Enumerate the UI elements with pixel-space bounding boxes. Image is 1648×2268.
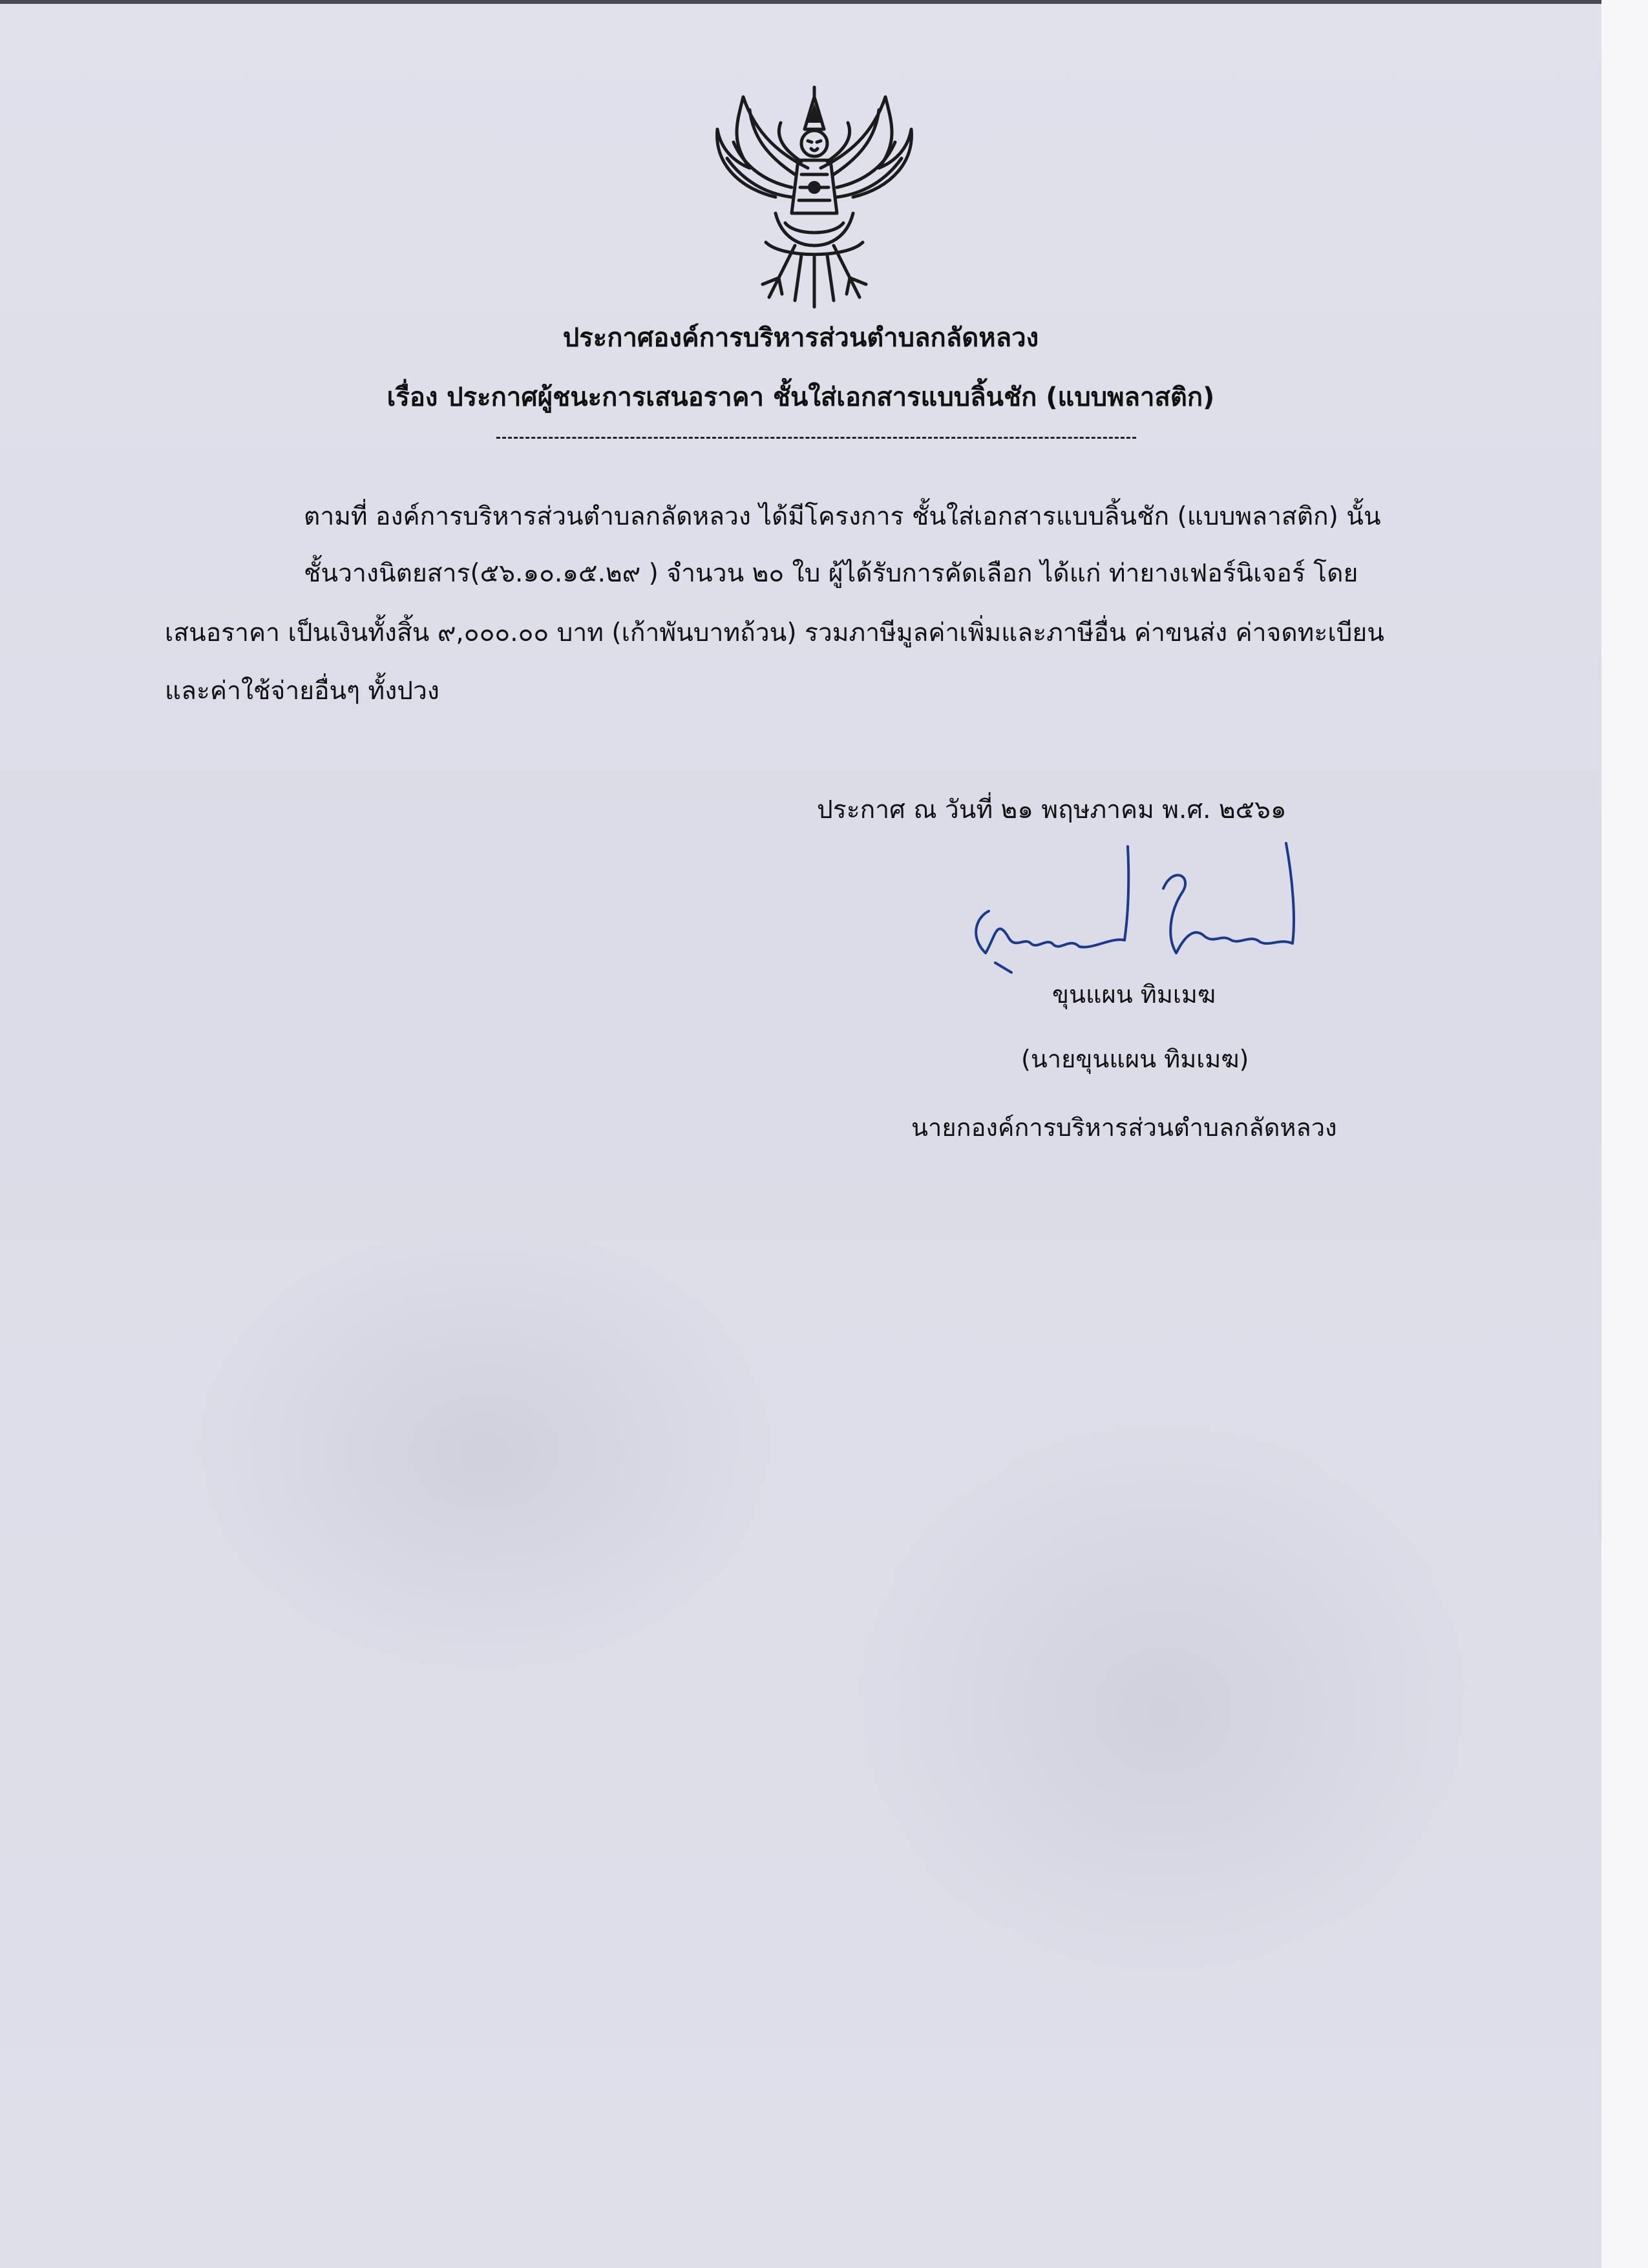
heading-divider <box>496 437 1136 439</box>
announcement-subject-heading: เรื่อง ประกาศผู้ชนะการเสนอราคา ชั้นใส่เอกสารแบบลิ้นชัก (แบบพลาสติก) <box>386 383 1215 412</box>
announcement-date: ประกาศ ณ วันที่ ๒๑ พฤษภาคม พ.ศ. ๒๕๖๑ <box>817 795 1287 824</box>
signer-full-name: (นายขุนแผน ทิมเมฆ) <box>1021 1045 1249 1073</box>
body-paragraph-line: และค่าใช้จ่ายอื่นๆ ทั้งปวง <box>165 677 439 706</box>
body-paragraph-line: ชั้นวางนิตยสาร(๕๖.๑๐.๑๕.๒๙ ) จำนวน ๒๐ ใบ ผู้ได้รับการคัดเลือก ได้แก่ ท่ายางเฟอร์นิเจอร์ โดย <box>304 559 1358 588</box>
signer-name: ขุนแผน ทิมเมฆ <box>1052 980 1216 1009</box>
handwritten-signature <box>950 840 1312 989</box>
garuda-emblem-icon <box>704 84 924 310</box>
scan-top-edge <box>0 0 1601 4</box>
scan-right-margin <box>1601 0 1648 2268</box>
body-paragraph-line: ตามที่ องค์การบริหารส่วนตำบลกลัดหลวง ได้มีโครงการ ชั้นใส่เอกสารแบบลิ้นชัก (แบบพลาสติก) นั้น <box>304 502 1381 531</box>
body-paragraph-line: เสนอราคา เป็นเงินทั้งสิ้น ๙,๐๐๐.๐๐ บาท (เก้าพันบาทถ้วน) รวมภาษีมูลค่าเพิ่มและภาษีอื่น ค่าขนส่ง ค่าจดทะเบียน <box>165 618 1384 647</box>
paper-shading <box>840 1422 1486 2003</box>
paper-shading <box>194 1228 776 1680</box>
signer-position: นายกองค์การบริหารส่วนตำบลกลัดหลวง <box>911 1113 1337 1142</box>
announcement-org-heading: ประกาศองค์การบริหารส่วนตำบลกลัดหลวง <box>562 323 1039 353</box>
